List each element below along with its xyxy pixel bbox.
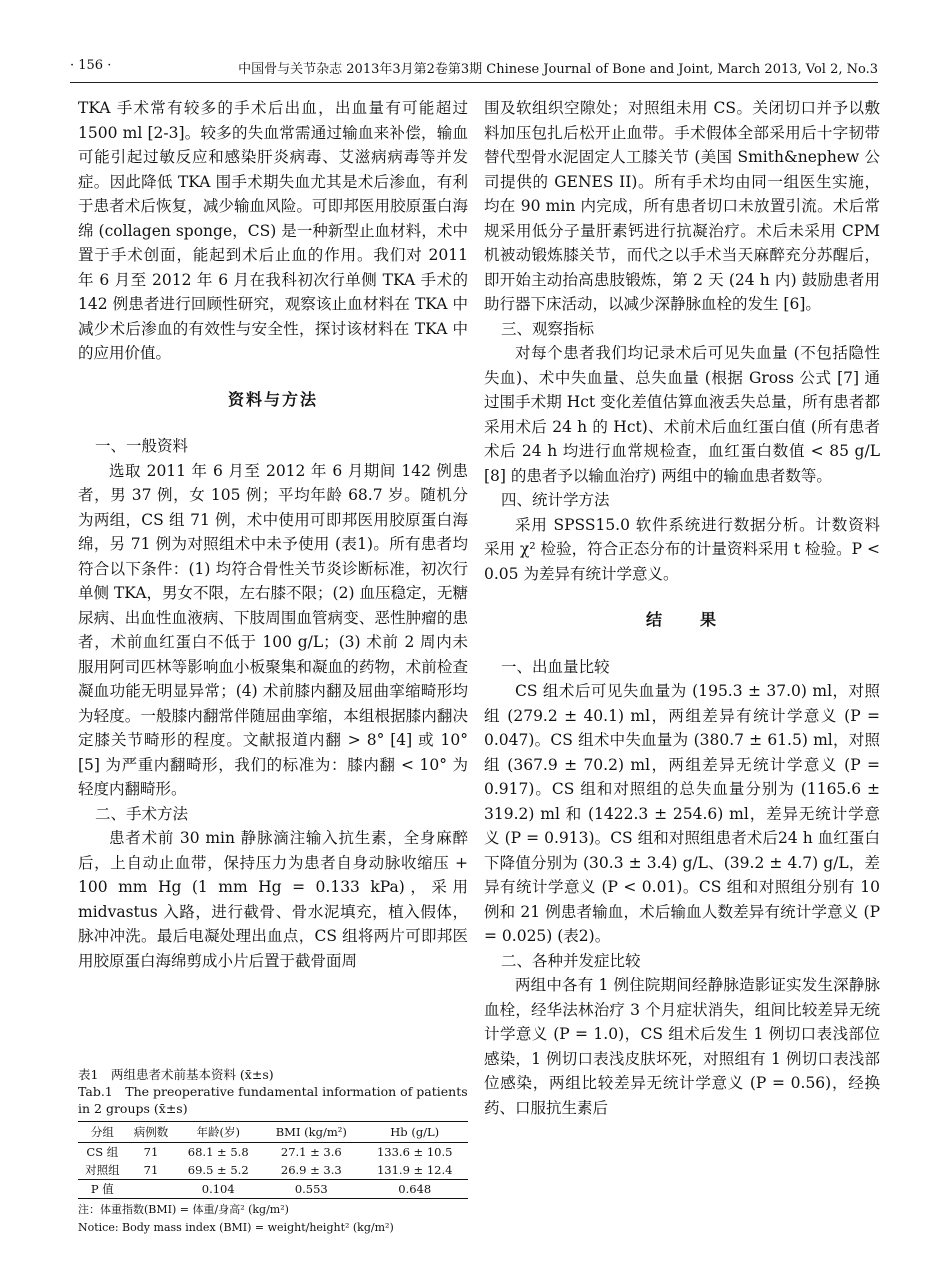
statistics-paragraph: 采用 SPSS15.0 软件系统进行数据分析。计数资料采用 χ² 检验，符合正态分布的计量资料采用 t 检验。P < 0.05 为差异有统计学意义。 [484, 515, 880, 583]
table-caption-cn: 表1 两组患者术前基本资料 (x̄±s) [78, 1067, 274, 1082]
left-column [78, 96, 468, 973]
table-cell: 0.553 [261, 1180, 361, 1199]
table-note-en: Notice: Body mass index (BMI) = weight/height² (kg/m²) [78, 1221, 394, 1234]
table-cell: 0.104 [175, 1180, 261, 1199]
subheading-indicators: 三、观察指标 [501, 319, 595, 338]
subheading-general: 一、一般资料 [95, 437, 189, 455]
subheading-complications: 二、各种并发症比较 [501, 951, 641, 970]
table-cell: 71 [143, 1163, 159, 1177]
surgery-paragraph: 患者术前 30 min 静脉滴注输入抗生素，全身麻醉后，上自动止血带，保持压力为患者自身动脉收缩压 + 100 mm Hg (1 mm Hg = 0.133 kPa)，采用 midvastus 入路，进行截骨、骨水泥填充，植入假体，脉冲冲洗。最后电凝处理出血点，CS 组将两片可即邦医用胶原蛋白海绵剪成小片后置于截骨面周 [78, 829, 468, 970]
table-cell: 27.1 ± 3.6 [280, 1145, 342, 1159]
page-header [70, 56, 878, 83]
table-note-cn: 注：体重指数(BMI) = 体重/身高² (kg/m²) [78, 1203, 289, 1216]
general-info-paragraph: 选取 2011 年 6 月至 2012 年 6 月期间 142 例患者，男 37 例，女 105 例；平均年龄 68.7 岁。随机分为两组，CS 组 71 例，术中使用可即邦医用胶原蛋白海绵，另 71 例为对照组术中未予使用 (表1)。所有患者均符合以下条件：(1) 均符合骨性关节炎诊断标准，初次行单侧 TKA，男女不限，左右膝不限；(2) 血压稳定，无糖尿病、出血性血液病、下肢周围血管病变、恶性肿瘤的患者，术前血红蛋白不低于 100 g/L；(3) 术前 2 周内未服用阿司匹林等影响血小板聚集和凝血的药物，术前检查凝血功能无明显异常；(4) 术前膝内翻及屈曲挛缩畸形均为轻度。一般膝内翻常伴随屈曲挛缩，本组根据膝内翻决定膝关节畸形的程度。文献报道内翻 > 8° [4] 或 10° [5] 为严重内翻畸形，我们的标准为：膝内翻 < 10° 为轻度内翻畸形。 [78, 461, 468, 798]
blood-loss-paragraph: CS 组术后可见失血量为 (195.3 ± 37.0) ml，对照组 (279.2 ± 40.1) ml，两组差异有统计学意义 (P = 0.047)。CS 组术中失血量为 (380.7 ± 61.5) ml，对照组 (367.9 ± 70.2) ml，两组差异无统计学意义 (P = 0.917)。CS 组和对照组的总失血量分别为 (1165.6 ± 319.2) ml 和 (1422.3 ± 254.6) ml，差异无统计学意义 (P = 0.913)。CS 组和对照组患者术后24 h 血红蛋白下降值分别为 (30.3 ± 3.4) g/L、(39.2 ± 4.7) g/L，差异有统计学意义 (P < 0.01)。CS 组和对照组分别有 10 例和 21 例患者输血，术后输血人数差异有统计学意义 (P = 0.025) (表2)。 [484, 682, 880, 945]
table-header-row [78, 1122, 468, 1143]
section-title-methods: 资料与方法 [227, 389, 318, 409]
table-header-cell: 分组 [78, 1122, 127, 1143]
table-cell: 71 [143, 1145, 159, 1159]
table-cell: 0.648 [361, 1180, 468, 1199]
complications-paragraph: 两组中各有 1 例住院期间经静脉造影证实发生深静脉血栓，经华法林治疗 3 个月症状消失，组间比较差异无统计学意义 (P = 1.0)，CS 组术后发生 1 例切口表浅部位感染，1 例切口表浅皮肤坏死，对照组有 1 例切口表浅部位感染，两组比较差异无统计学意义 (P = 0.56)，经换药、口服抗生素后 [484, 976, 880, 1117]
table-header-cell: Hb (g/L) [361, 1122, 468, 1143]
table-cell: 69.5 ± 5.2 [187, 1163, 249, 1177]
right-column [484, 96, 880, 1120]
intro-paragraph: TKA 手术常有较多的手术后出血，出血量有可能超过 1500 ml [2-3]。较多的失血常需通过输血来补偿，输血可能引起过敏反应和感染肝炎病毒、艾滋病病毒等并发症。因此降低 TKA 围手术期失血尤其是术后渗血，有利于患者术后恢复，减少输血风险。可即邦医用胶原蛋白海绵 (collagen sponge，CS) 是一种新型止血材料，术中置于手术创面，能起到术后止血的作用。我们对 2011 年 6 月至 2012 年 6 月在我科初次行单侧 TKA 手术的 142 例患者进行回顾性研究，观察该止血材料在 TKA 中减少术后渗血的有效性与安全性，探讨该材料在 TKA 中的应用价值。 [78, 99, 468, 362]
surgery-continued-paragraph: 围及软组织空隙处；对照组未用 CS。关闭切口并予以敷料加压包扎后松开止血带。手术假体全部采用后十字韧带替代型骨水泥固定人工膝关节 (美国 Smith&nephew 公司提供的 GENES II)。所有手术均由同一组医生实施，均在 90 min 内完成，所有患者切口未放置引流。术后常规采用低分子量肝素钙进行抗凝治疗。术后未采用 CPM 机被动锻炼膝关节，而代之以手术当天麻醉充分苏醒后，即开始主动抬高患肢锻炼，第 2 天 (24 h 内) 鼓励患者用助行器下床活动，以减少深静脉血栓的发生 [6]。 [484, 99, 880, 313]
table-row-p-value [78, 1180, 468, 1199]
table-header-cell: 病例数 [127, 1122, 176, 1143]
table-row [78, 1161, 468, 1180]
table-header-cell: 年龄(岁) [175, 1122, 261, 1143]
table-cell [127, 1180, 176, 1199]
subheading-statistics: 四、统计学方法 [501, 491, 610, 509]
table-1 [78, 1066, 468, 1235]
table-cell: 131.9 ± 12.4 [376, 1163, 453, 1177]
table-header-cell: BMI (kg/m²) [261, 1122, 361, 1143]
table-cell: 133.6 ± 10.5 [376, 1145, 453, 1159]
table-cell: 对照组 [85, 1163, 120, 1177]
table-cell: 26.9 ± 3.3 [280, 1163, 342, 1177]
indicators-paragraph: 对每个患者我们均记录术后可见失血量 (不包括隐性失血)、术中失血量、总失血量 (根据 Gross 公式 [7] 通过围手术期 Hct 变化差值估算血液丢失总量，所有患者都采用术后 24 h 的 Hct)、术前术后血红蛋白值 (所有患者术后 24 h 均进行血常规检查，血红蛋白数值 < 85 g/L [8] 的患者予以输血治疗) 两组中的输血患者数等。 [484, 344, 880, 485]
table-row [78, 1143, 468, 1162]
table-caption-en: Tab.1 The preoperative fundamental information of patients in 2 groups (x̄±s) [78, 1084, 468, 1116]
subheading-blood-loss: 一、出血量比较 [501, 657, 610, 676]
subheading-surgery: 二、手术方法 [95, 804, 189, 823]
section-title-results: 结 果 [645, 610, 718, 629]
page-number: · 156 · [70, 58, 112, 73]
table-1-grid [78, 1121, 468, 1199]
table-cell: 68.1 ± 5.8 [187, 1145, 249, 1159]
journal-running-title: 中国骨与关节杂志 2013年3月第2卷第3期 Chinese Journal of Bone and Joint, March 2013, Vol 2, No.3 [238, 62, 878, 77]
table-cell: CS 组 [86, 1145, 119, 1159]
table-cell: P 值 [78, 1180, 127, 1199]
